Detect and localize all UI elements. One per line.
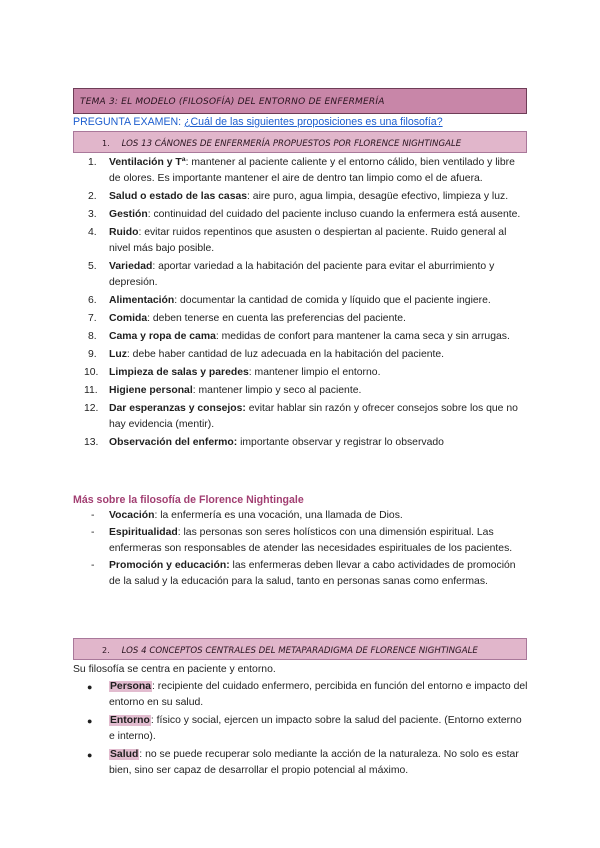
item-term: Ruido	[109, 227, 139, 238]
item-term: Luz	[109, 349, 127, 360]
item-text: importante observar y registrar lo observado	[237, 437, 444, 448]
list-item	[73, 401, 528, 433]
item-term: Salud o estado de las casas	[109, 191, 248, 202]
item-text: : las personas son seres holísticos con una dimensión espiritual. Las enfermeras son responsables de atender las necesidades espirituales de los pacientes.	[109, 527, 513, 554]
item-number: 6.	[88, 295, 97, 306]
document-title: TEMA 3: EL MODELO (FILOSOFÍA) DEL ENTORNO DE ENFERMERÍA	[73, 88, 527, 114]
section-title: LOS 13 CÁNONES DE ENFERMERÍA PROPUESTOS POR FLORENCE NIGHTINGALE	[121, 139, 462, 149]
list-item	[73, 311, 528, 327]
item-text: : recipiente del cuidado enfermero, percibida en función del entorno e impacto del entorno en su salud.	[109, 681, 528, 708]
item-text: : deben tenerse en cuenta las preferencias del paciente.	[147, 313, 406, 324]
bullet-marker: ●	[87, 716, 93, 726]
list-item	[73, 713, 528, 745]
item-number: 8.	[88, 331, 97, 342]
item-term: Limpieza de salas y paredes	[109, 367, 249, 378]
item-text: : debe haber cantidad de luz adecuada en la habitación del paciente.	[126, 349, 445, 360]
exam-question	[73, 115, 533, 129]
item-term: Dar esperanzas y consejos:	[109, 403, 246, 414]
list-item	[73, 225, 528, 257]
list-item	[73, 747, 528, 779]
item-number: 1.	[88, 157, 97, 168]
dash-marker: -	[91, 510, 95, 521]
item-text: : documentar la cantidad de comida y líquido que el paciente ingiere.	[174, 295, 491, 306]
list-item	[73, 558, 528, 590]
dash-marker: -	[91, 527, 95, 538]
item-number: 5.	[88, 261, 97, 272]
item-term: Comida	[109, 313, 148, 324]
list-item	[73, 679, 528, 711]
item-text: : aportar variedad a la habitación del paciente para evitar el aburrimiento y depresión.	[109, 261, 495, 288]
item-text: : evitar ruidos repentinos que asusten o despiertan al paciente. Ruido general al nivel más bajo posible.	[109, 227, 507, 254]
list-item	[73, 435, 528, 451]
list-item	[73, 383, 528, 399]
item-term: Ventilación y Tª	[109, 157, 186, 168]
item-term: Observación del enfermo:	[109, 437, 238, 448]
item-term: Espiritualidad	[109, 527, 178, 538]
section-heading-metaparadigm	[73, 638, 527, 660]
item-text: las enfermeras deben llevar a cabo actividades de promoción de la salud y la educación para la salud, tanto en personas sanas como enfermas.	[109, 560, 516, 587]
item-number: 13.	[84, 437, 99, 448]
list-item	[73, 189, 528, 205]
item-text: : la enfermería es una vocación, una llamada de Dios.	[154, 510, 403, 521]
more-philosophy-heading: Más sobre la filosofía de Florence Nightingale	[73, 494, 304, 506]
item-text: : físico y social, ejercen un impacto sobre la salud del paciente. (Entorno externo e interno).	[109, 715, 522, 742]
item-text: evitar hablar sin razón y ofrecer consejos sobre los que no hay evidencia (mentir).	[109, 403, 518, 430]
item-term-highlight: Entorno	[110, 715, 150, 726]
item-text: : no se puede recuperar solo mediante la acción de la naturaleza. No solo es estar bien, sino ser capaz de desarrollar el propio potencial al máximo.	[109, 749, 519, 776]
item-text: : aire puro, agua limpia, desagüe efectivo, limpieza y luz.	[247, 191, 509, 202]
canons-list	[73, 155, 528, 453]
item-text: : mantener al paciente caliente y el entorno cálido, bien ventilado y libre de olores. Es importante mantener el aire de dentro tan limpio como el de afuera.	[109, 157, 515, 184]
item-term-highlight: Persona	[110, 681, 152, 692]
list-item	[73, 365, 528, 381]
item-number: 7.	[88, 313, 97, 324]
exam-question-text: ¿Cuál de las siguientes proposiciones es una filosofía?	[184, 116, 443, 128]
section-number: 2.	[102, 646, 110, 655]
exam-question-label: PREGUNTA EXAMEN:	[73, 116, 185, 128]
item-term: Promoción y educación:	[109, 560, 230, 571]
philosophy-list	[73, 508, 528, 591]
item-number: 2.	[88, 191, 97, 202]
list-item	[73, 155, 528, 187]
item-text: : medidas de confort para mantener la cama seca y sin arrugas.	[215, 331, 510, 342]
list-item	[73, 207, 528, 223]
item-text: : mantener limpio y seco al paciente.	[192, 385, 362, 396]
section-title: LOS 4 CONCEPTOS CENTRALES DEL METAPARADIGMA DE FLORENCE NIGHTINGALE	[121, 646, 478, 656]
list-item	[73, 508, 528, 524]
item-term: Alimentación	[109, 295, 175, 306]
section-number: 1.	[102, 139, 110, 148]
item-number: 12.	[84, 403, 99, 414]
item-term: Variedad	[109, 261, 153, 272]
item-number: 3.	[88, 209, 97, 220]
section-heading-canons	[73, 131, 527, 153]
item-text: : mantener limpio el entorno.	[248, 367, 381, 378]
item-number: 4.	[88, 227, 97, 238]
list-item	[73, 259, 528, 291]
item-term: Gestión	[109, 209, 148, 220]
concepts-list	[73, 679, 528, 781]
item-text: : continuidad del cuidado del paciente incluso cuando la enfermera está ausente.	[147, 209, 521, 220]
item-number: 10.	[84, 367, 99, 378]
item-term: Cama y ropa de cama	[109, 331, 216, 342]
list-item	[73, 329, 528, 345]
item-term-highlight: Salud	[110, 749, 139, 760]
item-term: Higiene personal	[109, 385, 193, 396]
list-item	[73, 347, 528, 363]
item-number: 9.	[88, 349, 97, 360]
list-item	[73, 525, 528, 557]
item-term: Vocación	[109, 510, 155, 521]
bullet-marker: ●	[87, 682, 93, 692]
item-number: 11.	[84, 385, 98, 396]
section-intro: Su filosofía se centra en paciente y entorno.	[73, 664, 276, 675]
list-item	[73, 293, 528, 309]
bullet-marker: ●	[87, 750, 93, 760]
dash-marker: -	[91, 560, 95, 571]
